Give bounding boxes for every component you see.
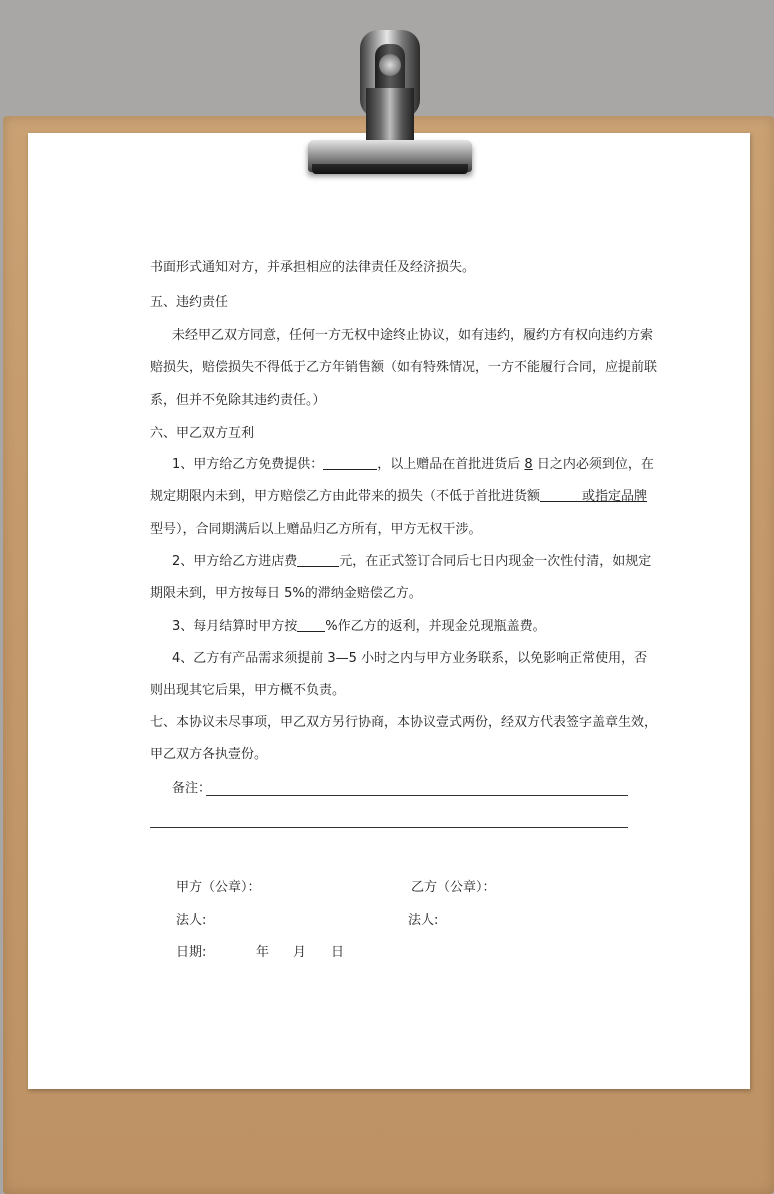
clause-1: 1、甲方给乙方免费提供： ，以上赠品在首批进货后 8 日之内必须到位，在: [172, 457, 654, 472]
remark-line-2[interactable]: [150, 827, 628, 828]
remark-label: 备注：: [172, 781, 212, 796]
blank-field: [540, 488, 582, 502]
text-line: 未经甲乙双方同意，任何一方无权中途终止协议，如有违约，履约方有权向违约方索: [172, 328, 654, 343]
date-day: 日: [331, 945, 345, 960]
clause-2: 2、甲方给乙方进店费 元，在正式签订合同后七日内现金一次性付清，如规定: [172, 554, 652, 569]
text-line: 书面形式通知对方，并承担相应的法律责任及经济损失。: [150, 260, 476, 275]
clause-4: 4、乙方有产品需求须提前 3—5 小时之内与甲方业务联系，以免影响正常使用，否: [172, 651, 648, 666]
date-year: 年: [256, 945, 270, 960]
date-label: 日期:: [176, 945, 207, 960]
clause-1-cont: 规定期限内未到，甲方赔偿乙方由此带来的损失（不低于首批进货额 或指定品牌: [150, 489, 648, 504]
blank-field: [297, 553, 339, 567]
section-heading-5: 五、违约责任: [150, 295, 229, 310]
date-month: 月: [293, 945, 307, 960]
text-line: 则出现其它后果，甲方概不负责。: [150, 683, 346, 698]
binder-clip-icon: [300, 24, 480, 179]
text-line: 期限未到，甲方按每日 5%的滞纳金赔偿乙方。: [150, 586, 422, 601]
section-heading-6: 六、甲乙双方互利: [150, 426, 255, 441]
remark-line-1[interactable]: [206, 795, 628, 796]
blank-field: [297, 618, 325, 632]
text-line: 赔损失，赔偿损失不得低于乙方年销售额（如有特殊情况，一方不能履行合同，应提前联: [150, 360, 658, 375]
section-heading-7: 七、本协议未尽事项，甲乙双方另行协商，本协议壹式两份，经双方代表签字盖章生效，: [150, 715, 658, 730]
text-line: 系，但并不免除其违约责任。）: [150, 393, 326, 408]
clause-3: 3、每月结算时甲方按 %作乙方的返利，并现金兑现瓶盖费。: [172, 619, 546, 634]
blank-field: [323, 456, 377, 470]
party-b-legal-label: 法人:: [408, 913, 439, 928]
party-a-legal-label: 法人:: [176, 913, 207, 928]
text-line: 型号），合同期满后以上赠品归乙方所有，甲方无权干涉。: [150, 522, 482, 537]
party-b-seal-label: 乙方（公章）：: [411, 880, 496, 895]
party-a-seal-label: 甲方（公章）：: [176, 880, 261, 895]
text-line: 甲乙双方各执壹份。: [150, 747, 268, 762]
